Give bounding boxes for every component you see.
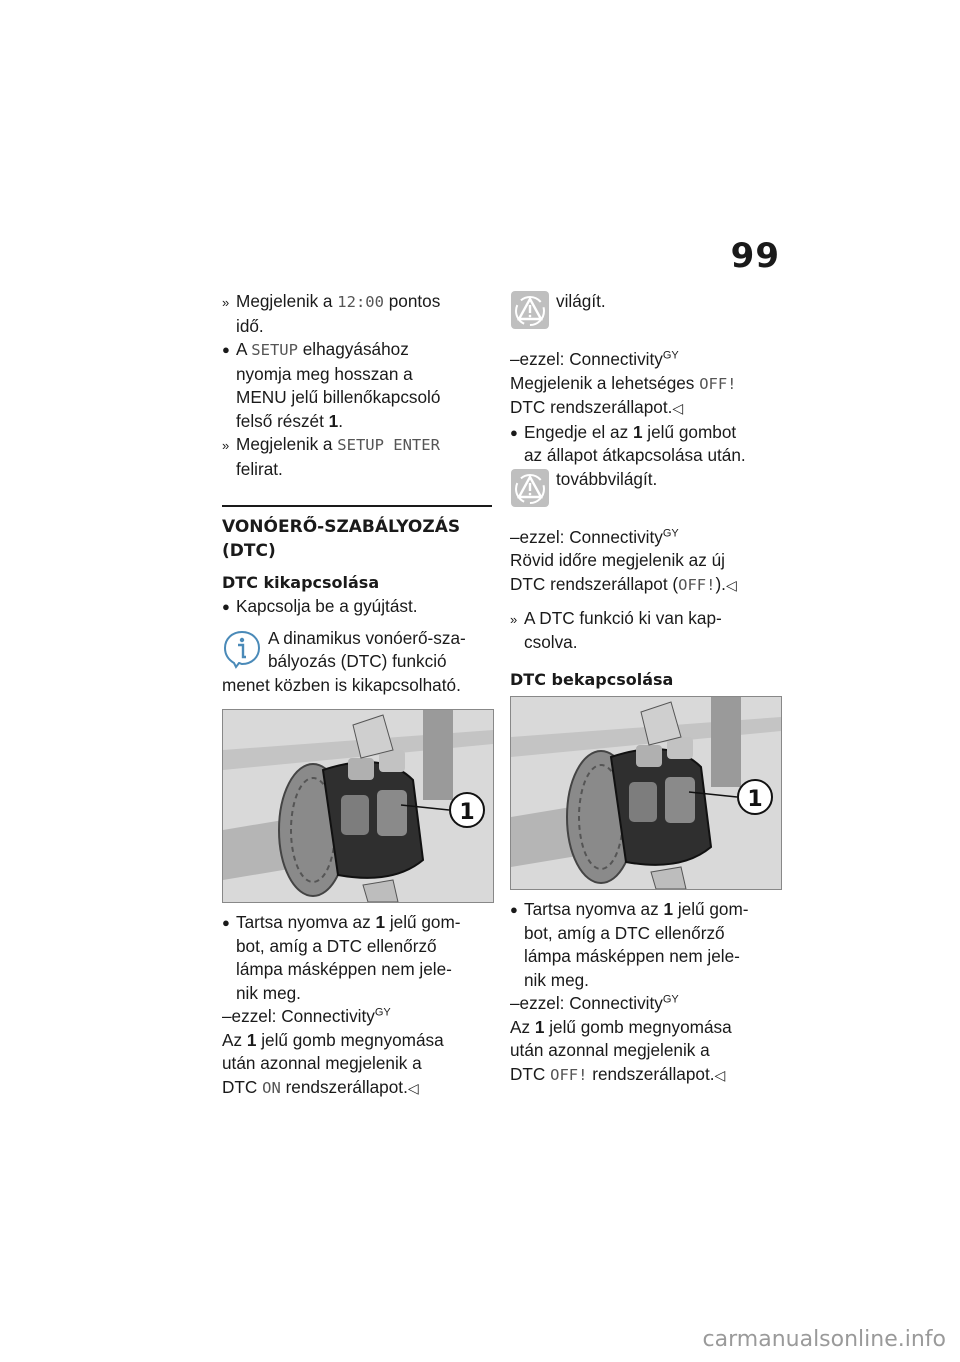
display-text: 12:00 (337, 293, 384, 311)
result-paragraph: Megjelenik a lehetséges OFF! DTC rendszerállapot.◁ (510, 372, 737, 417)
left-column (222, 290, 492, 1100)
end-marker: ◁ (725, 576, 737, 593)
end-marker: ◁ (714, 1066, 726, 1083)
handlebar-switch-figure (510, 696, 782, 890)
bullet-marker: ● (510, 424, 518, 440)
instruction-item: ● A SETUP elhagyásához nyomja meg hosszan a MENU jelű billenőkapcsoló felső részét 1. (222, 339, 441, 431)
handlebar-switch-figure (222, 709, 494, 903)
subsection-title: DTC bekapcsolása (510, 670, 674, 689)
dtc-warning-lamp-icon (510, 290, 550, 330)
instruction-item: ● Tartsa nyomva az 1 jelű gom- bot, amíg a DTC ellenőrző lámpa másképpen nem jele- nik meg. (222, 912, 461, 1003)
display-text: SETUP (251, 341, 298, 359)
bullet-marker: ● (222, 342, 230, 357)
warning-lamp-block: továbbvilágít. (510, 468, 780, 512)
watermark: carmanualsonline.info (702, 1327, 946, 1352)
display-text: OFF! (699, 374, 737, 393)
result-marker: » (222, 438, 230, 453)
result-paragraph: Az 1 jelű gomb megnyomása után azonnal megjelenik a DTC ON rendszerállapot.◁ (222, 1029, 444, 1097)
display-text: SETUP ENTER (337, 436, 440, 454)
figure-callout: 1 (747, 787, 763, 812)
display-text: OFF! (678, 575, 716, 594)
subsection-title: DTC kikapcsolása (222, 573, 380, 592)
section-divider (222, 505, 492, 507)
result-item: » Megjelenik a SETUP ENTER felirat. (222, 434, 440, 479)
result-marker: » (222, 295, 230, 310)
instruction-item: ● Kapcsolja be a gyújtást. (222, 595, 492, 619)
condition-line: –ezzel: Connectivity$^{GY}$ (510, 526, 679, 547)
right-column (510, 290, 780, 1087)
display-text: ON (262, 1078, 281, 1097)
result-marker: » (510, 612, 518, 627)
section-title: VONÓERŐ-SZABÁLYOZÁS (DTC) (222, 517, 461, 561)
bullet-marker: ● (222, 915, 230, 930)
instruction-item: ● Engedje el az 1 jelű gombot az állapot átkapcsolása után. (510, 421, 746, 465)
condition-line: –ezzel: Connectivity$^{GY}$ (222, 1006, 391, 1026)
condition-line: –ezzel: Connectivity$^{GY}$ (510, 993, 679, 1013)
dtc-warning-lamp-icon (510, 468, 550, 508)
result-item: » A DTC funkció ki van kap- csolva. (510, 608, 722, 652)
info-icon (222, 629, 262, 669)
warning-lamp-block: világít. (510, 290, 780, 334)
page-number: 99 (730, 236, 780, 276)
end-marker: ◁ (672, 400, 684, 416)
condition-line: –ezzel: Connectivity$^{GY}$ (510, 349, 679, 369)
result-paragraph: Az 1 jelű gomb megnyomása után azonnal megjelenik a DTC OFF! rendszerállapot.◁ (510, 1016, 732, 1084)
end-marker: ◁ (407, 1079, 419, 1096)
result-paragraph: Rövid időre megjelenik az új DTC rendszerállapot (OFF!).◁ (510, 550, 737, 594)
instruction-item: ● Tartsa nyomva az 1 jelű gom- bot, amíg a DTC ellenőrző lámpa másképpen nem jele- nik meg. (510, 899, 749, 990)
display-text: OFF! (550, 1065, 588, 1084)
bullet-marker: ● (222, 599, 230, 614)
bullet-marker: ● (510, 902, 518, 917)
figure-callout: 1 (459, 800, 475, 825)
info-note: A dinamikus vonóerő-sza- bályozás (DTC) funkció menet közben is kikapcsolható. (222, 627, 466, 695)
result-item: » Megjelenik a 12:00 pontos idő. (222, 291, 441, 336)
